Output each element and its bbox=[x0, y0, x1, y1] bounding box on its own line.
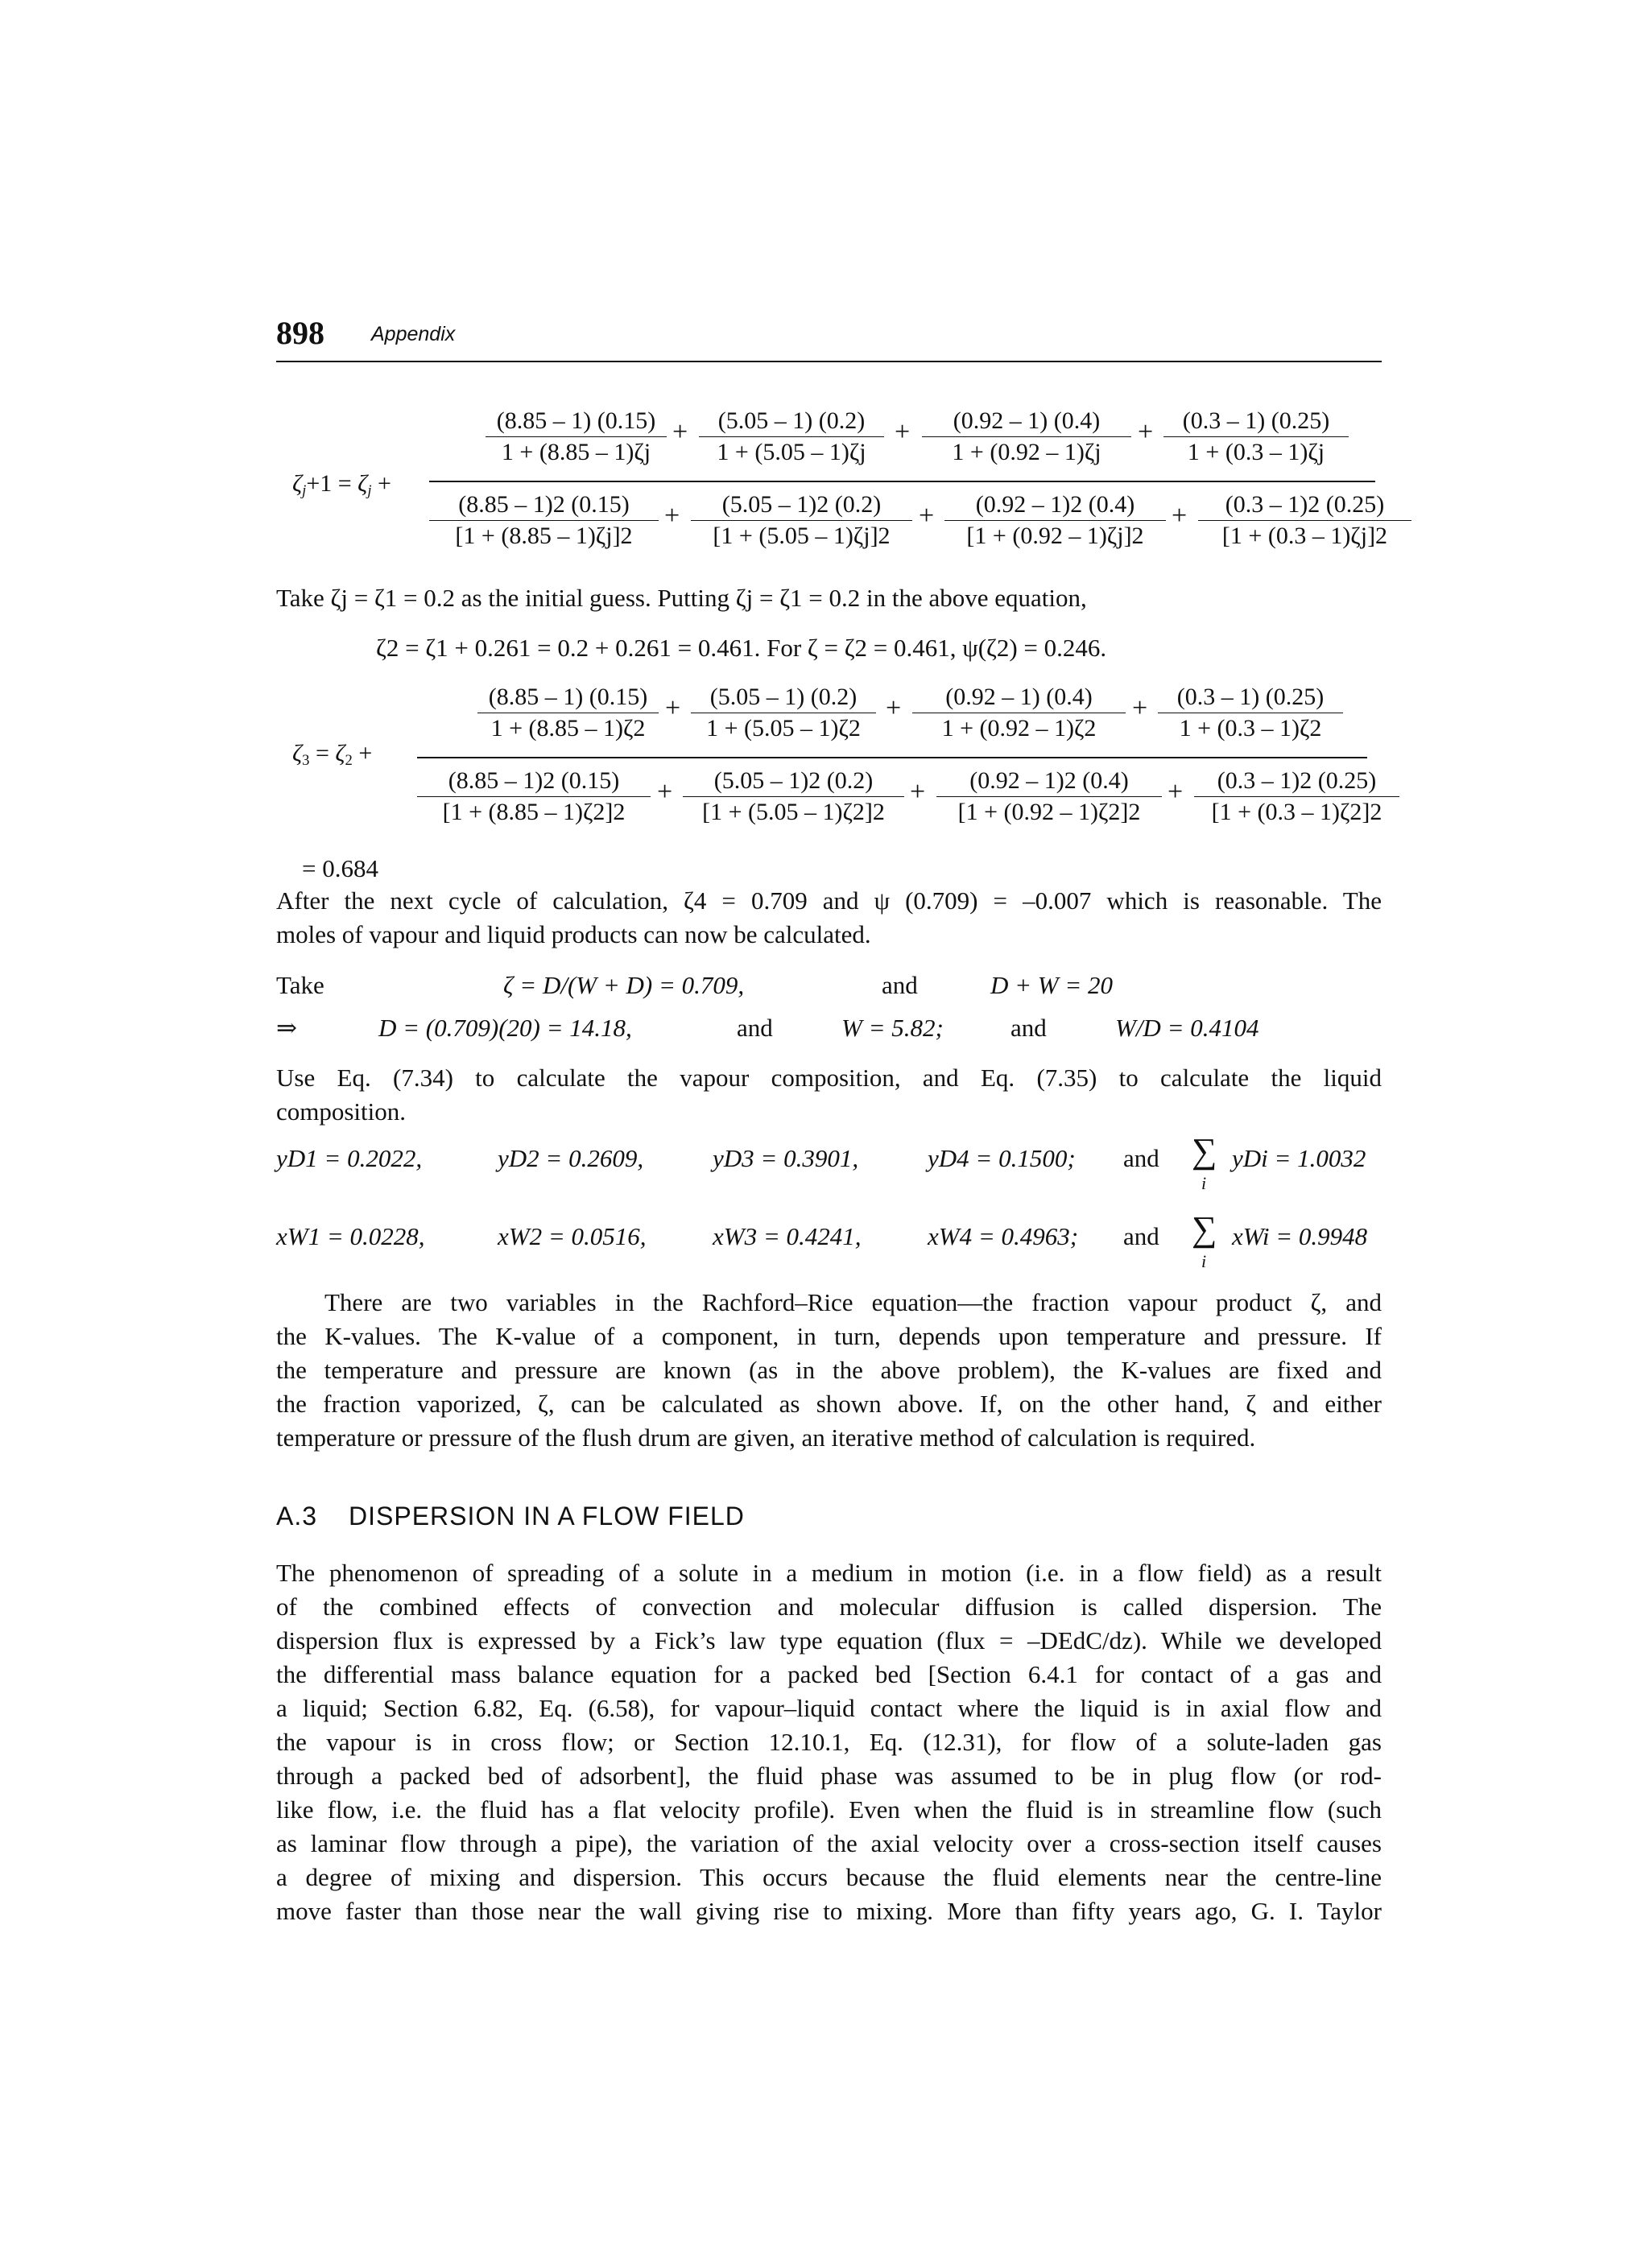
y-d3: yD3 = 0.3901, bbox=[713, 1144, 859, 1172]
x-w4: xW4 = 0.4963; bbox=[928, 1222, 1079, 1250]
implies-d: D = (0.709)(20) = 14.18, bbox=[378, 1014, 632, 1042]
take-and: and bbox=[882, 971, 918, 999]
implies-and-2: and bbox=[1010, 1014, 1047, 1042]
equation-main-fraction: $\frac{(8.85 - 1) (0.15)}{1 + (8.85 - 1)\zeta j}$ + $\frac{(5.05 - 1) (0.2)}{1 + (5.05 - 1)\zeta j}$ + $\frac{(0.92 - 1) (0.4)}{1 + (0.92 - 1)\zeta j}$ + $\frac{(0.3 - 1) (0.25)}{1 + (0.3 - 1)\zeta j}$ $\frac{(8.85 - 1)2 (0.15)}{[1 + (8.85 - 1)\zeta j]2}$ + $\frac{(5.05 - 1)2 (0.2)}{[1 + (5.05 - 1)\zeta j]2}$ + $\frac{(0.92 - 1)2 (0.4)}{[1 + (0.92 - 1)\zeta j]2}$ + $\frac{(0.3 - 1)2 (0.25)}{[1 + (0.3 - 1)\zeta j]2}$ bbox=[429, 407, 1375, 568]
implies-and-1: and bbox=[737, 1014, 773, 1042]
numerator-term: $\frac{(5.05 - 1) (0.2)}{1 + (5.05 - 1)\zeta j}$ bbox=[699, 407, 884, 467]
x-w2: xW2 = 0.0516, bbox=[498, 1222, 647, 1250]
denominator-term: $\frac{(0.3 - 1)2 (0.25)}{[1 + (0.3 - 1)\zeta 2]2}$ bbox=[1194, 766, 1399, 827]
x-w1: xW1 = 0.0228, bbox=[276, 1222, 425, 1250]
main-fraction-bar bbox=[417, 757, 1367, 758]
equation-zeta-update bbox=[276, 407, 1388, 568]
numerator-term: $\frac{(0.3 - 1) (0.25)}{1 + (0.3 - 1)\zeta j}$ bbox=[1163, 407, 1349, 467]
y-d1: yD1 = 0.2022, bbox=[276, 1144, 423, 1172]
section-heading bbox=[276, 1500, 745, 1533]
x-sum: xWi = 0.9948 bbox=[1232, 1222, 1368, 1250]
y-sum: yDi = 1.0032 bbox=[1232, 1144, 1366, 1172]
text-initial-guess: Take ζj = ζ1 = 0.2 as the initial guess. Putting ζj = ζ1 = 0.2 in the above equation, bbox=[276, 584, 1087, 612]
denominator-term: $\frac{(8.85 - 1)2 (0.15)}{[1 + (8.85 - 1)\zeta j]2}$ bbox=[429, 490, 659, 551]
implies-w: W = 5.82; bbox=[841, 1014, 944, 1042]
x-w3: xW3 = 0.4241, bbox=[713, 1222, 862, 1250]
paragraph-use-eq: Use Eq. (7.34) to calculate the vapour composition, and Eq. (7.35) to calculate the liquid composition. bbox=[276, 1064, 1382, 1126]
take-label: Take bbox=[276, 971, 324, 999]
x-sum-symbol: ∑ i bbox=[1192, 1209, 1217, 1271]
denominator-term: $\frac{(5.05 - 1)2 (0.2)}{[1 + (5.05 - 1)\zeta 2]2}$ bbox=[683, 766, 904, 827]
section-number: A.3 bbox=[276, 1502, 318, 1531]
y-d4: yD4 = 0.1500; bbox=[928, 1144, 1076, 1172]
numerator-term: $\frac{(8.85 - 1) (0.15)}{1 + (8.85 - 1)\zeta j}$ bbox=[486, 407, 667, 467]
numerator-term: $\frac{(0.92 - 1) (0.4)}{1 + (0.92 - 1)\zeta 2}$ bbox=[912, 683, 1126, 743]
text-zeta2: ζ2 = ζ1 + 0.261 = 0.2 + 0.261 = 0.461. For ζ = ζ2 = 0.461, ψ(ζ2) = 0.246. bbox=[376, 634, 1107, 662]
equation-main-fraction: $\frac{(8.85 - 1) (0.15)}{1 + (8.85 - 1)\zeta 2}$ + $\frac{(5.05 - 1) (0.2)}{1 + (5.05 - 1)\zeta 2}$ + $\frac{(0.92 - 1) (0.4)}{1 + (0.92 - 1)\zeta 2}$ + $\frac{(0.3 - 1) (0.25)}{1 + (0.3 - 1)\zeta 2}$ $\frac{(8.85 - 1)2 (0.15)}{[1 + (8.85 - 1)\zeta 2]2}$ + $\frac{(5.05 - 1)2 (0.2)}{[1 + (5.05 - 1)\zeta 2]2}$ + $\frac{(0.92 - 1)2 (0.4)}{[1 + (0.92 - 1)\zeta 2]2}$ + $\frac{(0.3 - 1)2 (0.25)}{[1 + (0.3 - 1)\zeta 2]2}$ bbox=[417, 683, 1367, 844]
paragraph-dispersion: The phenomenon of spreading of a solute in a medium in motion (i.e. in a flow field) as a result of the combined effects of convection and molecular diffusion is called dispersion. The dispersion flux is expressed by a Fick’s law type equation (flux = –DEdC/dz). While we developed the differential mass balance equation for a packed bed [Section 6.4.1 for contact of a gas and a liquid; Section 6.82, Eq. (6.58), for vapour–liquid contact where the liquid is in axial flow and the vapour is in cross flow; or Section 12.10.1, Eq. (12.31), for flow of a solute-laden gas through a packed bed of adsorbent], the fluid phase was assumed to be in plug flow (or rod- like flow, i.e. the fluid has a flat velocity profile). Even when the fluid is in streamline flow (such as laminar flow through a pipe), the variation of the axial velocity over a cross-section itself causes a degree of mixing and dispersion. This occurs because the fluid elements near the centre-line move faster than those near the wall giving rise to mixing. More than fifty years ago, G. I. Taylor bbox=[276, 1559, 1382, 1925]
implies-wd: W/D = 0.4104 bbox=[1115, 1014, 1259, 1042]
numerator-term: $\frac{(0.92 - 1) (0.4)}{1 + (0.92 - 1)\zeta j}$ bbox=[922, 407, 1131, 467]
y-d2: yD2 = 0.2609, bbox=[498, 1144, 644, 1172]
implies-arrow: ⇒ bbox=[276, 1014, 297, 1042]
denominator-term: $\frac{(0.92 - 1)2 (0.4)}{[1 + (0.92 - 1)\zeta 2]2}$ bbox=[936, 766, 1162, 827]
y-and: and bbox=[1123, 1144, 1159, 1172]
numerator-term: $\frac{(8.85 - 1) (0.15)}{1 + (8.85 - 1)\zeta 2}$ bbox=[477, 683, 659, 743]
main-fraction-bar bbox=[429, 481, 1375, 482]
numerator-term: $\frac{(5.05 - 1) (0.2)}{1 + (5.05 - 1)\zeta 2}$ bbox=[691, 683, 876, 743]
page-number: 898 bbox=[276, 315, 324, 351]
paragraph-rachford-rice: There are two variables in the Rachford–Rice equation—the fraction vapour product ζ, and the K-values. The K-value of a component, in turn, depends upon temperature and pressure. If the temperature and pressure are known (as in the above problem), the K-values are fixed and the fraction vaporized, ζ, can be calculated as shown above. If, on the other hand, ζ and either temperature or pressure of the flush drum are given, an iterative method of calculation is required. bbox=[276, 1288, 1382, 1452]
equation-zeta3 bbox=[276, 683, 1382, 844]
denominator-term: $\frac{(0.92 - 1)2 (0.4)}{[1 + (0.92 - 1)\zeta j]2}$ bbox=[944, 490, 1166, 551]
y-sum-symbol: ∑ i bbox=[1192, 1131, 1217, 1193]
numerator-term: $\frac{(0.3 - 1) (0.25)}{1 + (0.3 - 1)\zeta 2}$ bbox=[1158, 683, 1343, 743]
running-header bbox=[276, 316, 1382, 362]
x-and: and bbox=[1123, 1222, 1159, 1250]
take-expression-2: D + W = 20 bbox=[990, 971, 1114, 999]
take-expression: ζ = D/(W + D) = 0.709, bbox=[503, 971, 745, 999]
running-title: Appendix bbox=[371, 323, 456, 345]
section-title: DISPERSION IN A FLOW FIELD bbox=[349, 1502, 745, 1531]
denominator-term: $\frac{(8.85 - 1)2 (0.15)}{[1 + (8.85 - 1)\zeta 2]2}$ bbox=[417, 766, 651, 827]
equation-result: = 0.684 bbox=[302, 854, 378, 882]
denominator-term: $\frac{(0.3 - 1)2 (0.25)}{[1 + (0.3 - 1)\zeta j]2}$ bbox=[1198, 490, 1411, 551]
equation-lhs: $\zeta_3 = \zeta_2$ + bbox=[292, 740, 373, 770]
denominator-term: $\frac{(5.05 - 1)2 (0.2)}{[1 + (5.05 - 1)\zeta j]2}$ bbox=[691, 490, 912, 551]
equation-lhs: $\zeta_j+1 = \zeta_j$ + bbox=[292, 470, 391, 500]
paragraph-next-cycle: After the next cycle of calculation, ζ4 = 0.709 and ψ (0.709) = –0.007 which is reasonable. The moles of vapour and liquid products can now be calculated. bbox=[276, 886, 1382, 948]
